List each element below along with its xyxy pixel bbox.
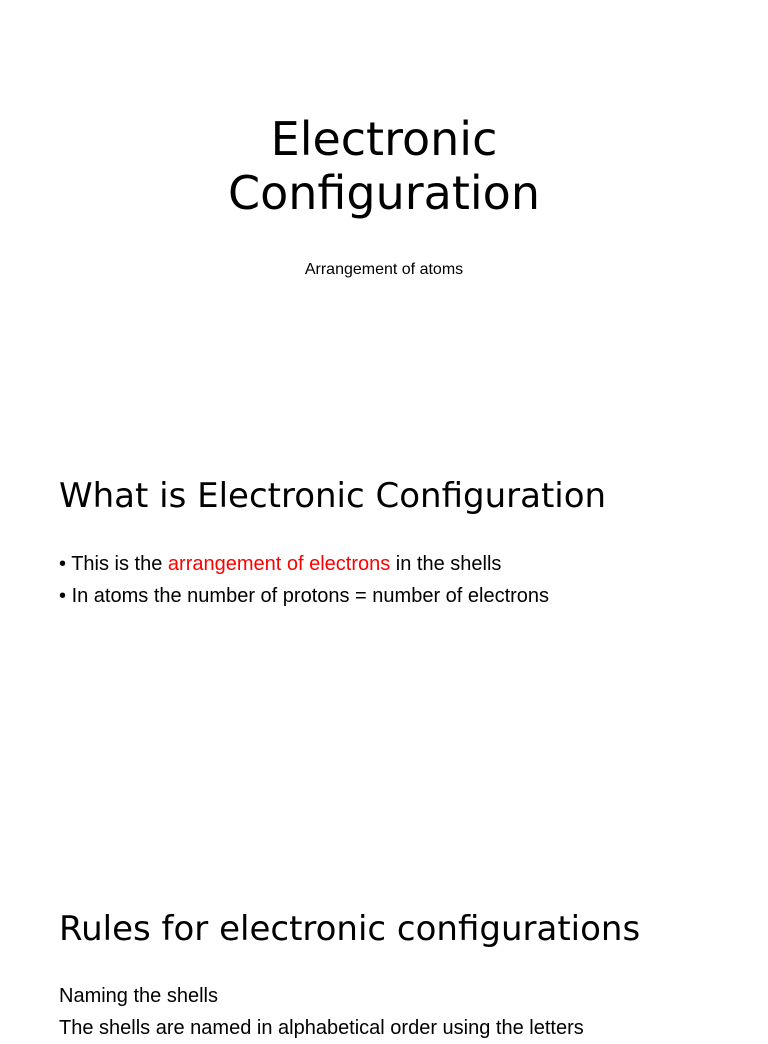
- title-line-1: Electronic: [270, 112, 498, 166]
- body-line: The shells are named in alphabetical order using the letters: [59, 1017, 584, 1039]
- slide-title: [0, 0, 768, 432]
- bullet-list: [59, 548, 549, 612]
- slide-subtitle: Arrangement of atoms: [304, 261, 464, 278]
- slide-heading: Rules for electronic configurations: [59, 909, 641, 949]
- bullet-text: This is the: [71, 553, 168, 575]
- slide-body: [59, 980, 584, 1044]
- slide-heading: What is Electronic Configuration: [59, 476, 607, 516]
- bullet-text: In atoms the number of protons = number of electrons: [71, 585, 550, 607]
- bullet-text: in the shells: [390, 553, 502, 575]
- bullet-item: [59, 548, 549, 580]
- bullet-item: [59, 580, 549, 612]
- slide-title-heading: [0, 112, 768, 220]
- body-line: Naming the shells: [59, 985, 218, 1007]
- slide-rules: [0, 864, 768, 1039]
- highlighted-text: arrangement of electrons: [167, 553, 391, 575]
- title-line-2: Configuration: [228, 166, 540, 220]
- slide-what-is: [0, 432, 768, 864]
